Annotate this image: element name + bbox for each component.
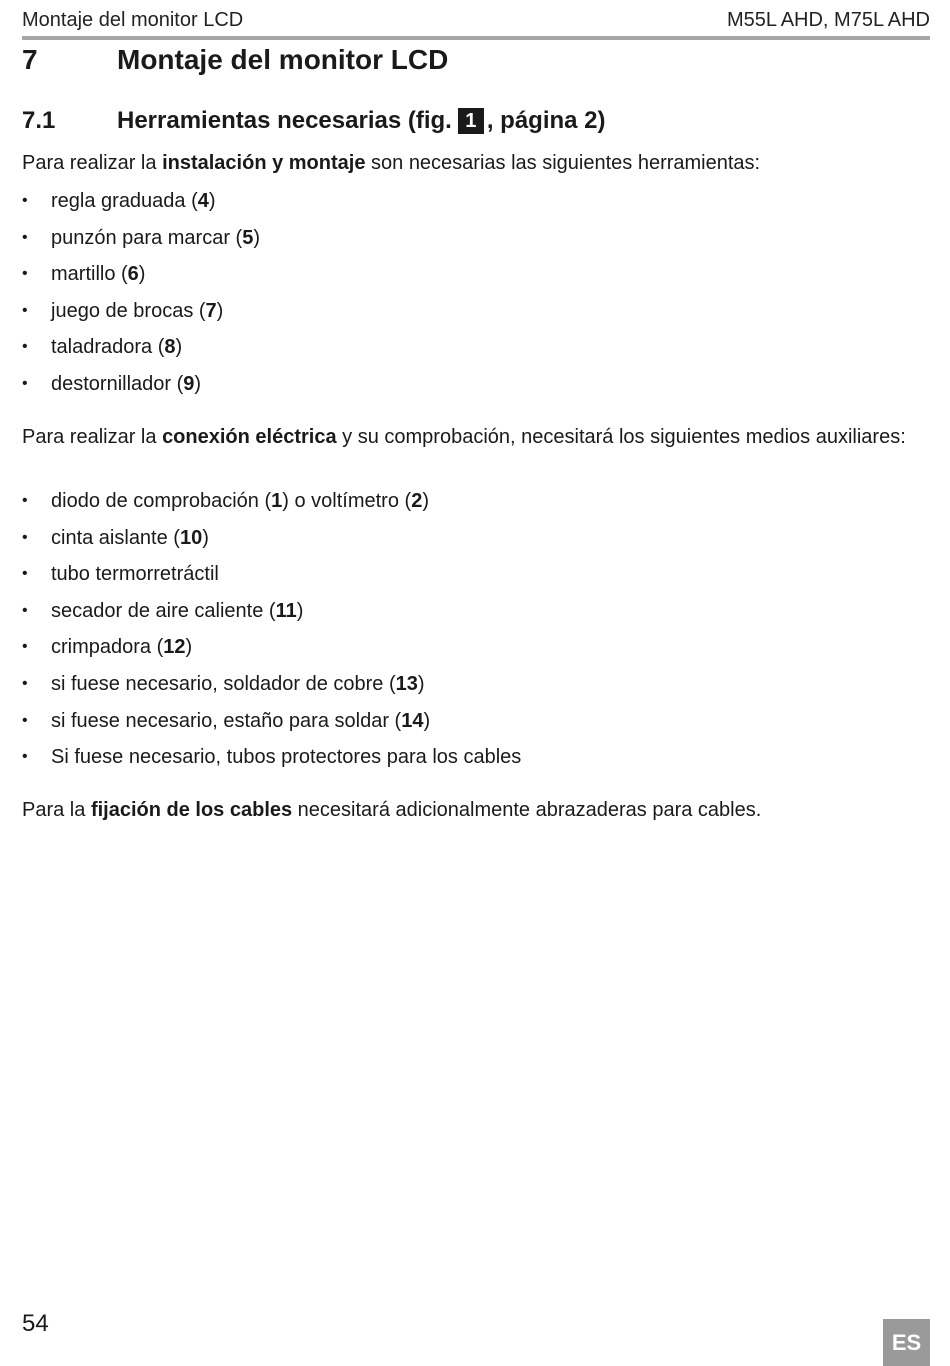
list-item	[22, 261, 260, 298]
subsection-number: 7.1	[22, 107, 56, 134]
para-bold: conexión eléctrica	[162, 426, 337, 448]
item-text: martillo (	[51, 263, 128, 286]
bullet: •	[22, 338, 28, 356]
subsection-title-end: , página 2)	[486, 107, 606, 134]
item-number: 14	[401, 709, 424, 732]
item-number: 9	[183, 372, 195, 395]
list-item	[22, 634, 521, 671]
subsection-heading	[22, 104, 606, 138]
item-number: 6	[127, 263, 139, 286]
bullet: •	[22, 638, 28, 656]
list-item	[22, 371, 260, 408]
item-number: 11	[275, 599, 297, 622]
para-text: Para realizar la	[22, 152, 163, 174]
page-header	[22, 6, 930, 34]
item-text: )	[175, 336, 183, 359]
para-text: necesitará adicionalmente abrazaderas para cables.	[292, 799, 762, 821]
item-text: )	[202, 526, 209, 549]
intro-paragraph-electrical	[22, 424, 922, 451]
list-item	[22, 708, 521, 745]
item-number: 10	[179, 526, 203, 549]
item-text: secador de aire caliente (	[51, 599, 276, 622]
bullet: •	[22, 228, 28, 246]
subsection-title: Herramientas necesarias (fig.	[117, 107, 452, 134]
figure-reference-badge: 1	[458, 108, 484, 134]
page-number: 54	[22, 1310, 49, 1337]
item-text: )	[422, 490, 429, 512]
bullet: •	[22, 674, 28, 692]
item-number: 13	[395, 672, 418, 695]
bullet: •	[22, 748, 28, 766]
item-text: si fuese necesario, soldador de cobre (	[51, 672, 396, 695]
item-number: 2	[411, 490, 423, 512]
header-chapter-title: Montaje del monitor LCD	[22, 8, 244, 31]
item-text: Si fuese necesario, tubos protectores para los cables	[51, 746, 522, 769]
para-bold: fijación de los cables	[90, 799, 293, 821]
item-text: )	[423, 709, 431, 732]
item-text: punzón para marcar (	[51, 226, 243, 249]
header-divider	[22, 36, 930, 40]
para-text: son necesarias las siguientes herramientas:	[365, 152, 761, 174]
bullet: •	[22, 601, 28, 619]
bullet: •	[22, 711, 28, 729]
bullet: •	[22, 492, 28, 509]
section-number: 7	[22, 44, 38, 75]
language-tab: ES	[883, 1319, 930, 1366]
intro-paragraph-installation	[22, 150, 922, 177]
item-number: 1	[271, 490, 283, 512]
item-text: si fuese necesario, estaño para soldar (	[51, 709, 402, 732]
list-item	[22, 488, 521, 525]
para-text: y su comprobación, necesitará los siguientes medios auxiliares:	[336, 426, 906, 448]
item-number: 5	[242, 226, 254, 249]
list-item	[22, 334, 260, 371]
item-text: )	[216, 299, 224, 322]
item-text: )	[417, 672, 425, 695]
item-text: destornillador (	[51, 372, 184, 395]
item-text: )	[208, 190, 216, 212]
item-text: )	[253, 226, 260, 249]
item-text: diodo de comprobación (	[51, 490, 272, 512]
item-text: )	[296, 599, 304, 622]
para-text: Para realizar la	[22, 426, 163, 448]
bullet: •	[22, 192, 28, 209]
section-title: Montaje del monitor LCD	[117, 44, 449, 75]
item-text: crimpadora (	[51, 636, 164, 659]
bullet: •	[22, 374, 28, 392]
list-item	[22, 561, 521, 598]
item-number: 7	[205, 299, 217, 322]
item-text: tubo termorretráctil	[51, 563, 219, 586]
para-text: Para la	[22, 799, 91, 821]
item-text: juego de brocas (	[51, 299, 206, 322]
item-text: )	[185, 636, 193, 659]
bullet: •	[22, 528, 28, 546]
item-text: ) o voltímetro (	[282, 490, 412, 512]
item-text: regla graduada (	[51, 190, 198, 212]
list-item	[22, 225, 260, 262]
tools-list	[22, 188, 260, 408]
item-text: taladradora (	[51, 336, 165, 359]
list-item	[22, 188, 260, 225]
item-text: cinta aislante (	[51, 526, 180, 549]
para-bold: instalación y montaje	[162, 152, 366, 174]
bullet: •	[22, 265, 28, 283]
section-heading	[22, 42, 448, 78]
bullet: •	[22, 565, 28, 583]
item-number: 4	[197, 190, 209, 212]
item-number: 12	[163, 636, 186, 659]
auxiliary-means-list	[22, 488, 521, 781]
list-item	[22, 744, 521, 781]
list-item	[22, 525, 521, 562]
intro-paragraph-cable-fixing	[22, 797, 922, 824]
list-item	[22, 598, 521, 635]
list-item	[22, 298, 260, 335]
list-item	[22, 671, 521, 708]
bullet: •	[22, 301, 28, 319]
item-number: 8	[164, 336, 176, 359]
header-model-names: M55L AHD, M75L AHD	[726, 8, 930, 31]
item-text: )	[138, 263, 146, 286]
item-text: )	[194, 372, 202, 395]
